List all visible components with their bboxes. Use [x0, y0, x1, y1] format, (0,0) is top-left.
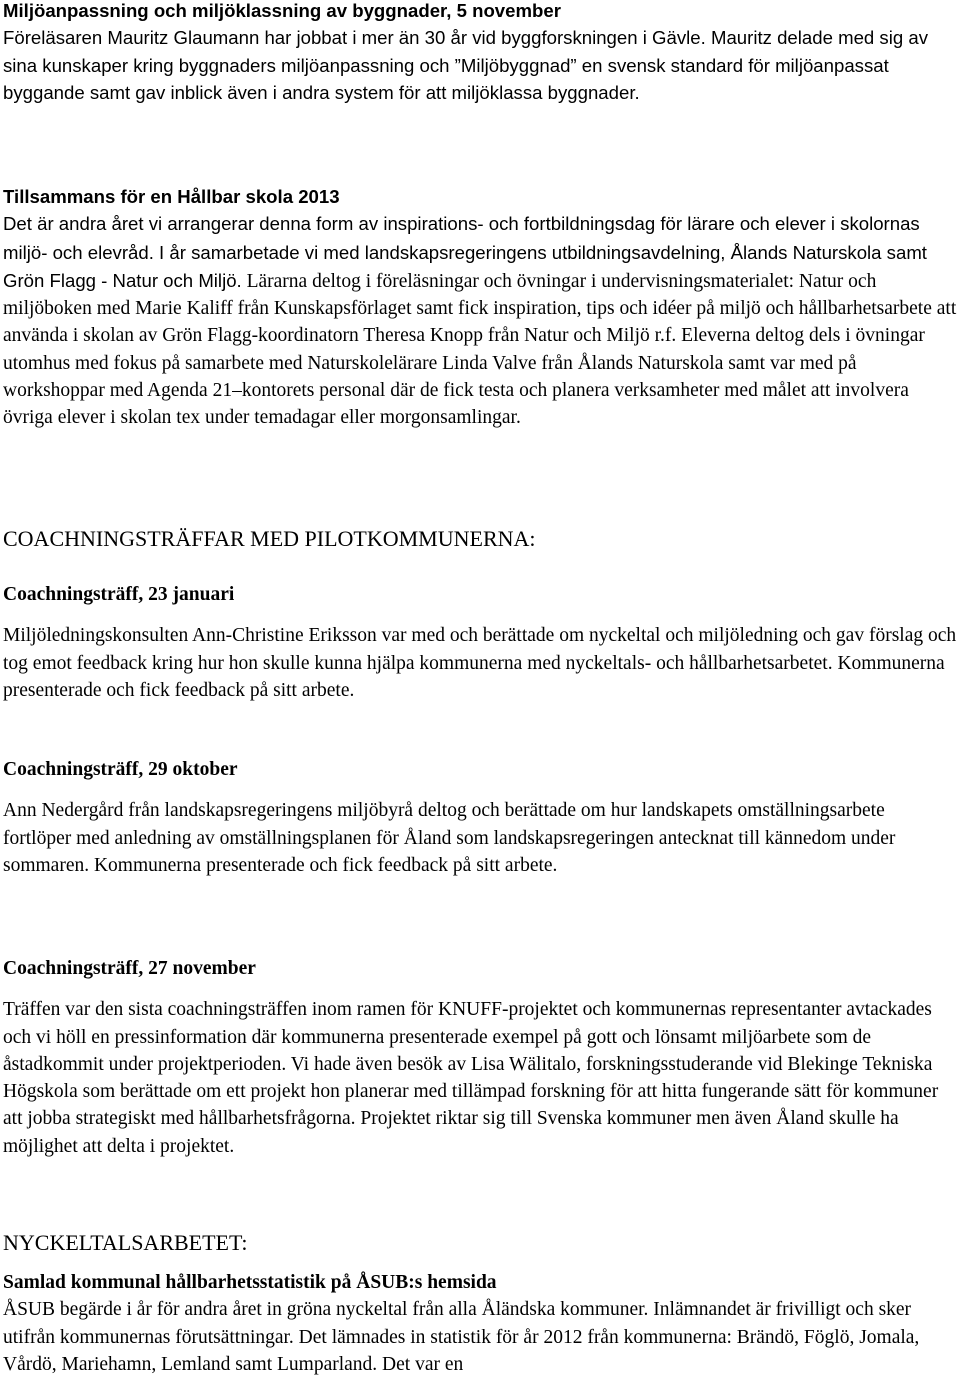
coaching-heading: COACHNINGSTRÄFFAR MED PILOTKOMMUNERNA: — [3, 526, 536, 551]
meeting-text: Miljöledningskonsulten Ann-Christine Eriksson var med och berättade om nyckeltal och miljöledning och gav förslag och tog emot feedback kring hur hon skulle kunna hjälpa kommunerna med nyckeltals- och hållbarhetsarbetet. Kommunerna presenterade och fick feedback på sitt arbete. — [3, 625, 957, 701]
coaching-meeting — [3, 581, 957, 704]
meeting-text: Träffen var den sista coachningsträffen inom ramen för KNUFF-projektet och kommunernas representanter avtackades och vi höll en pressinformation där kommunerna presenterade exempel på gott och lönsamt miljöarbete som de åstadkommit under projektperioden. Vi hade även besök av Lisa Wälitalo, forskningsstuderande vid Blekinge Tekniska Högskola som berättade om ett projekt hon planerar med tillämpad forskning för att hitta fungerande sätt för kommuner att jobba strategiskt med hållbarhetsfrågorna. Projektet riktar sig till Svenska kommuner men även Åland skulle ha möjlighet att delta i projektet. — [3, 999, 939, 1157]
coaching-meeting — [3, 756, 957, 879]
section-miljoanpassning — [3, 0, 957, 106]
section-hallbar-skola — [3, 183, 957, 432]
nyckeltal-heading: NYCKELTALSARBETET: — [3, 1230, 248, 1255]
meeting-title: Coachningsträff, 29 oktober — [3, 759, 238, 780]
meeting-title: Coachningsträff, 27 november — [3, 958, 256, 979]
nyckeltal-text: ÅSUB begärde i år för andra året in gröna nyckeltal från alla Åländska kommuner. Inlämnandet är frivilligt och sker utifrån kommunernas förutsättningar. Det lämnades in statistik för år 2012 från kommunerna: Brändö, Föglö, Jomala, Vårdö, Mariehamn, Lemland samt Lumparland. Det var en — [3, 1299, 920, 1375]
section-body — [3, 210, 957, 431]
meeting-text: Ann Nedergård från landskapsregeringens miljöbyrå deltog och berättade om hur landskapets omställningsarbete fortlöper med anledning av omställningsplanen för Åland som landskapsregeringen antecknat till kännedom under sommaren. Kommunerna presenterade och fick feedback på sitt arbete. — [3, 800, 896, 876]
meeting-title: Coachningsträff, 23 januari — [3, 584, 235, 605]
coaching-meeting — [3, 955, 957, 1160]
nyckeltal-subtitle: Samlad kommunal hållbarhetsstatistik på ÅSUB:s hemsida — [3, 1272, 497, 1293]
section-body — [3, 24, 957, 106]
coaching-section — [3, 525, 957, 552]
body-text-part: Föreläsaren Mauritz Glaumann har jobbat i mer än 30 år vid byggforskningen i Gävle. — [3, 27, 706, 49]
nyckeltal-section — [3, 1229, 957, 1378]
section-title: Miljöanpassning och miljöklassning av byggnader, 5 november — [3, 0, 561, 21]
body-text-part: Lärarna deltog i föreläsningar och övningar i undervisningsmaterialet: Natur och miljöboken med Marie Kaliff från Kunskapsförlaget samt fick inspiration, tips och idéer på miljö och hållbarhetsarbete att använda i skolan av Grön Flagg-koordinatorn Theresa Knopp från Natur och Miljö r.f. Eleverna deltog dels i övningar utomhus med fokus på samarbete med Naturskolelärare Linda Valve från Ålands Naturskola samt var med på workshoppar med Agenda 21–kontorets personal där de fick testa och planera verksamheter med målet att involvera övriga elever i skolan tex under temadagar eller morgonsamlingar. — [3, 270, 957, 429]
body-text-part: Mauritz delade med sig av sina kunskaper kring byggnaders miljöanpassning och ”Miljöbyggnad” en svensk standard för miljöanpassat byggande samt gav inblick även i andra system för att miljöklassa byggnader. — [3, 27, 928, 103]
section-title: Tillsammans för en Hållbar skola 2013 — [3, 186, 340, 207]
body-text-part: Det är andra året vi arrangerar denna form av inspirations- och fortbildningsdag för lärare och elever i skolornas miljö- och elevråd. I år samarbetade vi med landskapsregeringens utbildningsavdelning, Ålands Naturskola samt Grön Flagg - Natur och Miljö. — [3, 213, 927, 291]
